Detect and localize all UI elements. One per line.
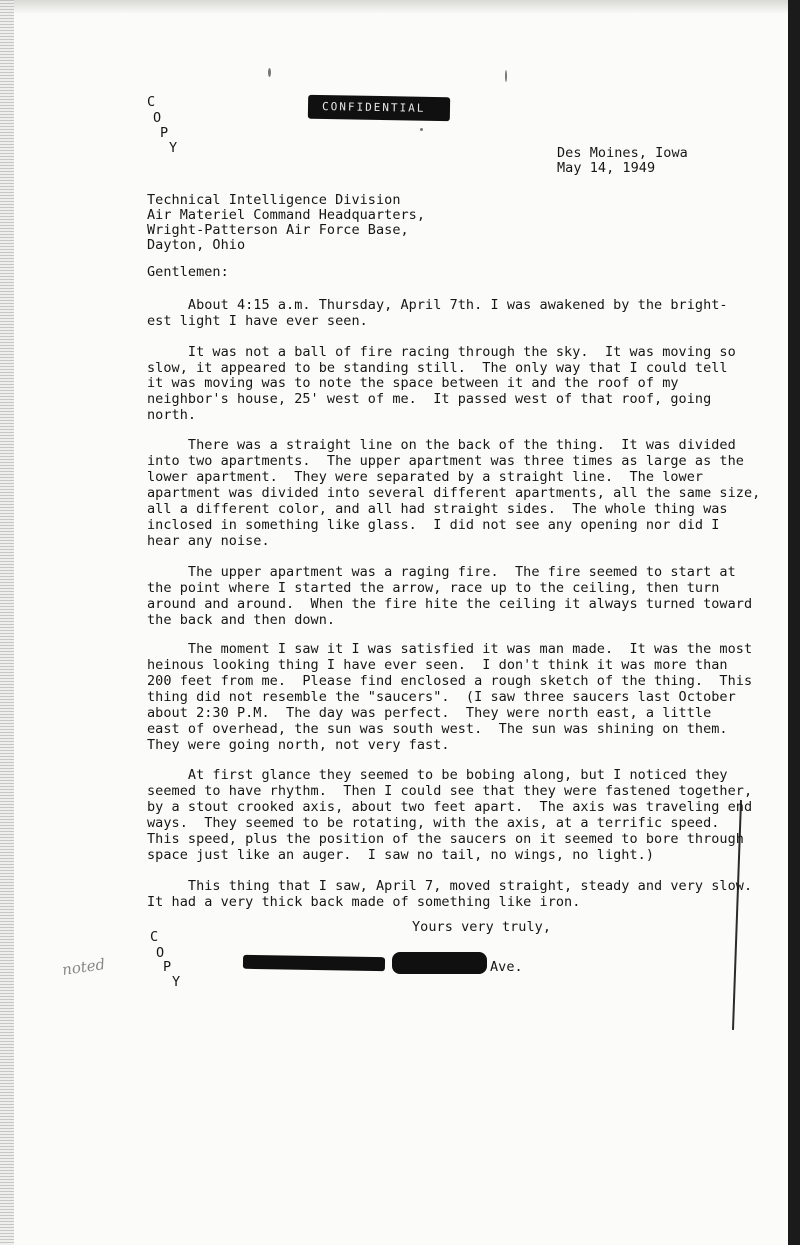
body-line: by a stout crooked axis, about two feet apart. The axis was traveling end bbox=[147, 799, 753, 815]
body-line: It was not a ball of fire racing through the sky. It was moving so bbox=[147, 344, 736, 360]
body-line: They were going north, not very fast. bbox=[147, 737, 450, 753]
signature-address-suffix: Ave. bbox=[490, 959, 523, 975]
body-line: hear any noise. bbox=[147, 533, 270, 549]
letter-date: May 14, 1949 bbox=[557, 160, 656, 176]
copy-letter: O bbox=[153, 110, 162, 126]
copy-letter: C bbox=[150, 929, 159, 945]
body-line: the point where I started the arrow, race up to the ceiling, then turn bbox=[147, 580, 720, 596]
body-line: all a different color, and all had straight sides. The whole thing was bbox=[147, 501, 728, 517]
body-line: thing did not resemble the "saucers". (I saw three saucers last October bbox=[147, 689, 736, 705]
body-line: est light I have ever seen. bbox=[147, 313, 368, 329]
body-line: neighbor's house, 25' west of me. It passed west of that roof, going bbox=[147, 391, 712, 407]
body-line: slow, it appeared to be standing still. The only way that I could tell bbox=[147, 360, 728, 376]
scan-edge-top bbox=[0, 0, 800, 14]
scan-edge-left bbox=[0, 0, 14, 1245]
body-line: 200 feet from me. Please find enclosed a rough sketch of the thing. This bbox=[147, 673, 753, 689]
redacted-signature bbox=[392, 952, 487, 974]
copy-letter: P bbox=[160, 125, 169, 141]
body-line: inclosed in something like glass. I did not see any opening nor did I bbox=[147, 517, 720, 533]
body-line: There was a straight line on the back of the thing. It was divided bbox=[147, 437, 736, 453]
recipient-line: Technical Intelligence Division bbox=[147, 192, 401, 208]
salutation: Gentlemen: bbox=[147, 264, 229, 280]
body-line: into two apartments. The upper apartment was three times as large as the bbox=[147, 453, 744, 469]
body-line: The moment I saw it I was satisfied it was man made. It was the most bbox=[147, 641, 753, 657]
scan-speck bbox=[268, 68, 271, 77]
copy-letter: C bbox=[147, 94, 156, 110]
body-line: seemed to have rhythm. Then I could see that they were fastened together, bbox=[147, 783, 753, 799]
body-line: It had a very thick back made of something like iron. bbox=[147, 894, 581, 910]
body-line: About 4:15 a.m. Thursday, April 7th. I was awakened by the bright- bbox=[147, 297, 728, 313]
copy-letter: Y bbox=[172, 974, 181, 990]
body-line: east of overhead, the sun was south west. The sun was shining on them. bbox=[147, 721, 728, 737]
scan-speck bbox=[505, 70, 507, 82]
body-line: about 2:30 P.M. The day was perfect. They were north east, a little bbox=[147, 705, 712, 721]
body-line: heinous looking thing I have ever seen. I don't think it was more than bbox=[147, 657, 728, 673]
copy-letter: P bbox=[163, 959, 172, 975]
recipient-line: Dayton, Ohio bbox=[147, 237, 246, 253]
body-line: around and around. When the fire hite the ceiling it always turned toward bbox=[147, 596, 753, 612]
recipient-line: Air Materiel Command Headquarters, bbox=[147, 207, 426, 223]
body-line: ways. They seemed to be rotating, with the axis, at a terrific speed. bbox=[147, 815, 720, 831]
closing: Yours very truly, bbox=[412, 919, 552, 935]
letter-place: Des Moines, Iowa bbox=[557, 145, 688, 161]
body-line: the back and then down. bbox=[147, 612, 336, 628]
body-line: lower apartment. They were separated by a straight line. The lower bbox=[147, 469, 704, 485]
copy-letter: Y bbox=[169, 140, 178, 156]
stamp-text: CONFIDENTIAL bbox=[321, 100, 426, 115]
copy-letter: O bbox=[156, 945, 165, 961]
body-line: This thing that I saw, April 7, moved straight, steady and very slow. bbox=[147, 878, 753, 894]
recipient-line: Wright-Patterson Air Force Base, bbox=[147, 222, 409, 238]
body-line: space just like an auger. I saw no tail, no wings, no light.) bbox=[147, 847, 655, 863]
redacted-stamp-bottom bbox=[243, 955, 385, 971]
scan-edge-right bbox=[788, 0, 800, 1245]
body-line: At first glance they seemed to be bobing along, but I noticed they bbox=[147, 767, 728, 783]
body-line: apartment was divided into several different apartments, all the same size, bbox=[147, 485, 761, 501]
body-line: This speed, plus the position of the saucers on it seemed to bore through bbox=[147, 831, 744, 847]
scan-speck bbox=[420, 128, 423, 131]
body-line: it was moving was to note the space between it and the roof of my bbox=[147, 375, 679, 391]
handwritten-margin-note: noted bbox=[60, 955, 107, 979]
redacted-classification-stamp bbox=[308, 95, 450, 121]
body-line: north. bbox=[147, 407, 197, 423]
body-line: The upper apartment was a raging fire. The fire seemed to start at bbox=[147, 564, 736, 580]
